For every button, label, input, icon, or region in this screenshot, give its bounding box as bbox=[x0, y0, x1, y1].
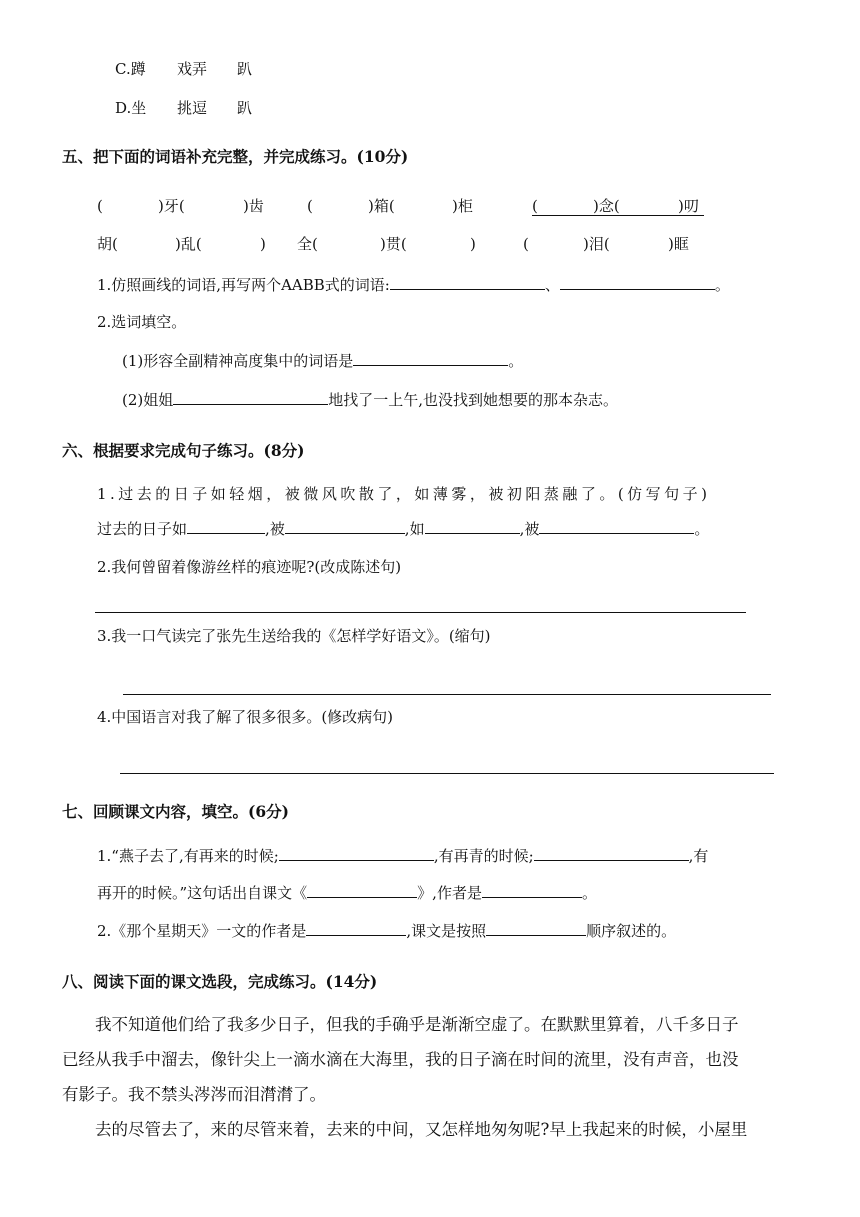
word-part: )柜 bbox=[452, 197, 473, 215]
question-text: (2)姐姐 bbox=[122, 391, 174, 409]
answer-blank[interactable] bbox=[353, 350, 508, 366]
answer-blank[interactable] bbox=[539, 518, 694, 534]
passage-line: 已经从我手中溜去，像针尖上一滴水滴在大海里，我的日子滴在时间的流里，没有声音，也没 bbox=[62, 1050, 739, 1069]
question-text: ,被 bbox=[265, 520, 285, 538]
section-5-title: 五、把下面的词语补充完整，并完成练习。(10分) bbox=[62, 147, 409, 166]
word-part: )乱( bbox=[175, 235, 202, 253]
option-word: 挑逗 bbox=[177, 99, 208, 117]
answer-blank[interactable] bbox=[482, 882, 582, 898]
word-part: )叨 bbox=[678, 197, 699, 215]
section-6-title: 六、根据要求完成句子练习。(8分) bbox=[62, 441, 305, 460]
answer-blank[interactable] bbox=[390, 274, 545, 290]
answer-line[interactable] bbox=[120, 773, 774, 774]
word-part: ) bbox=[470, 235, 476, 253]
question-text: 》,作者是 bbox=[417, 884, 482, 902]
question-text: 。 bbox=[508, 352, 524, 370]
sec5-q2-1 bbox=[122, 350, 523, 371]
answer-blank[interactable] bbox=[560, 274, 715, 290]
question-text: 顺序叙述的。 bbox=[586, 922, 677, 940]
answer-line[interactable] bbox=[95, 612, 746, 613]
answer-blank[interactable] bbox=[187, 518, 265, 534]
question-text: 。 bbox=[694, 520, 710, 538]
word-part: 胡( bbox=[97, 235, 118, 253]
option-word: 趴 bbox=[237, 60, 253, 78]
passage-line: 去的尽管去了，来的尽管来着，去来的中间，又怎样地匆匆呢?早上我起来的时候，小屋里 bbox=[95, 1120, 748, 1139]
option-letter: D.坐 bbox=[115, 99, 147, 117]
answer-blank[interactable] bbox=[285, 518, 405, 534]
sec6-q1-answer bbox=[97, 518, 709, 539]
question-text: 过去的日子如 bbox=[97, 520, 188, 538]
question-text: 再开的时候。”这句话出自课文《 bbox=[97, 884, 308, 902]
sec6-q3: 3.我一口气读完了张先生送给我的《怎样学好语文》。(缩句) bbox=[97, 627, 491, 645]
word-part: ( bbox=[532, 197, 538, 215]
word-part: ( bbox=[523, 235, 529, 253]
question-text: ,如 bbox=[404, 520, 425, 538]
word-part: ) bbox=[260, 235, 266, 253]
sec7-q1-cont bbox=[97, 882, 597, 903]
question-text: 地找了一上午,也没找到她想要的那本杂志。 bbox=[328, 391, 619, 409]
answer-blank[interactable] bbox=[486, 920, 586, 936]
passage-line: 我不知道他们给了我多少日子，但我的手确乎是渐渐空虚了。在默默里算着，八千多日子 bbox=[95, 1015, 739, 1034]
answer-blank[interactable] bbox=[306, 920, 406, 936]
word-part: )泪( bbox=[583, 235, 610, 253]
sec7-q2 bbox=[97, 920, 676, 941]
option-word: 戏弄 bbox=[177, 60, 208, 78]
question-text: 。 bbox=[581, 884, 597, 902]
sec5-q1 bbox=[97, 274, 730, 295]
question-text: ,课文是按照 bbox=[406, 922, 487, 940]
sec5-q2-2 bbox=[122, 389, 618, 410]
answer-blank[interactable] bbox=[425, 518, 520, 534]
word-part: ( bbox=[97, 197, 103, 215]
word-part: )贯( bbox=[380, 235, 407, 253]
sec7-q1 bbox=[97, 845, 708, 866]
answer-blank[interactable] bbox=[279, 845, 434, 861]
answer-blank[interactable] bbox=[534, 845, 689, 861]
model-word-underline bbox=[532, 215, 704, 216]
word-part: )箱( bbox=[368, 197, 395, 215]
sec5-q2: 2.选词填空。 bbox=[97, 313, 187, 331]
word-part: )齿 bbox=[243, 197, 264, 215]
question-text: (1)形容全副精神高度集中的词语是 bbox=[122, 352, 354, 370]
word-part: )念( bbox=[593, 197, 620, 215]
sec6-q1: 1.过去的日子如轻烟，被微风吹散了，如薄雾，被初阳蒸融了。(仿写句子) bbox=[97, 485, 711, 503]
answer-blank[interactable] bbox=[173, 389, 328, 405]
answer-blank[interactable] bbox=[307, 882, 417, 898]
question-text: 1.仿照画线的词语,再写两个AABB式的词语: bbox=[97, 276, 390, 294]
question-text: 、 bbox=[544, 276, 560, 294]
section-8-title: 八、阅读下面的课文选段，完成练习。(14分) bbox=[62, 972, 378, 991]
question-text: 。 bbox=[714, 276, 730, 294]
word-part: ( bbox=[307, 197, 313, 215]
word-part: )牙( bbox=[158, 197, 185, 215]
option-word: 趴 bbox=[237, 99, 253, 117]
question-text: ,被 bbox=[519, 520, 540, 538]
question-text: 1.“燕子去了,有再来的时候; bbox=[97, 847, 279, 865]
answer-line[interactable] bbox=[123, 694, 771, 695]
word-part: 全( bbox=[297, 235, 318, 253]
sec6-q4: 4.中国语言对我了解了很多很多。(修改病句) bbox=[97, 708, 394, 726]
option-letter: C.蹲 bbox=[115, 60, 146, 78]
section-7-title: 七、回顾课文内容，填空。(6分) bbox=[62, 802, 289, 821]
passage-line: 有影子。我不禁头涔涔而泪潸潸了。 bbox=[62, 1085, 326, 1104]
word-part: )眶 bbox=[668, 235, 689, 253]
question-text: 2.《那个星期天》一文的作者是 bbox=[97, 922, 307, 940]
question-text: ,有再青的时候; bbox=[433, 847, 534, 865]
sec6-q2: 2.我何曾留着像游丝样的痕迹呢?(改成陈述句) bbox=[97, 558, 402, 576]
question-text: ,有 bbox=[688, 847, 709, 865]
